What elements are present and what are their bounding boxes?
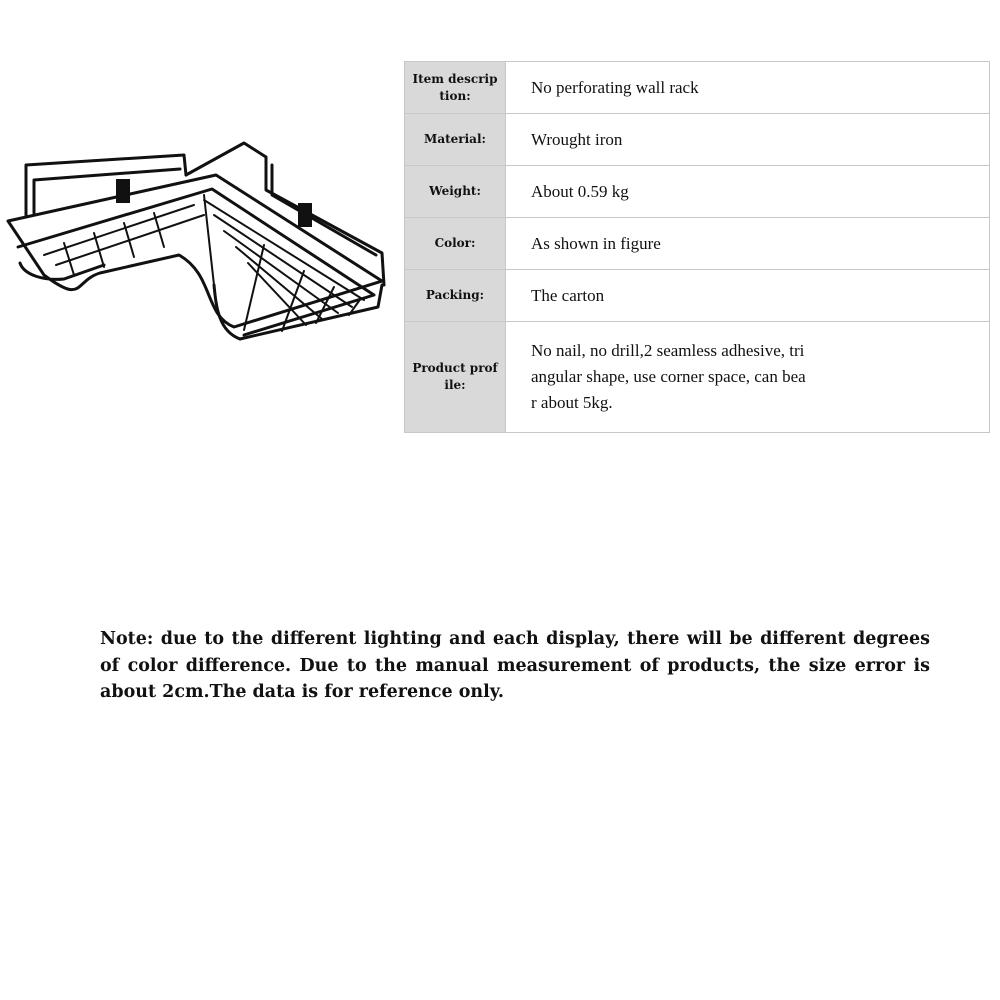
spec-label: Packing: [405,270,506,322]
spec-label: Weight: [405,166,506,218]
spec-row-weight [405,166,990,218]
spec-row-color [405,218,990,270]
spec-value: Wrought iron [506,114,990,166]
corner-wall-rack-image [4,135,394,355]
spec-value: The carton [506,270,990,322]
spec-row-item-description [405,62,990,114]
spec-value: No nail, no drill,2 seamless adhesive, triangular shape, use corner space, can bear about 5kg. [531,341,806,412]
spec-value: About 0.59 kg [506,166,990,218]
disclaimer-note: Note: due to the different lighting and each display, there will be different degrees of color difference. Due to the manual measurement of products, the size error is about 2cm.The data is for reference only. [100,629,930,702]
spec-label: Item description: [405,62,506,114]
spec-row-packing [405,270,990,322]
spec-row-material [405,114,990,166]
spec-row-product-profile [405,322,990,433]
spec-value: As shown in figure [506,218,990,270]
spec-label: Product profile: [405,322,506,433]
spec-table [404,61,990,433]
spec-label: Material: [405,114,506,166]
spec-value-cell [506,322,990,433]
spec-value: No perforating wall rack [506,62,990,114]
spec-label: Color: [405,218,506,270]
